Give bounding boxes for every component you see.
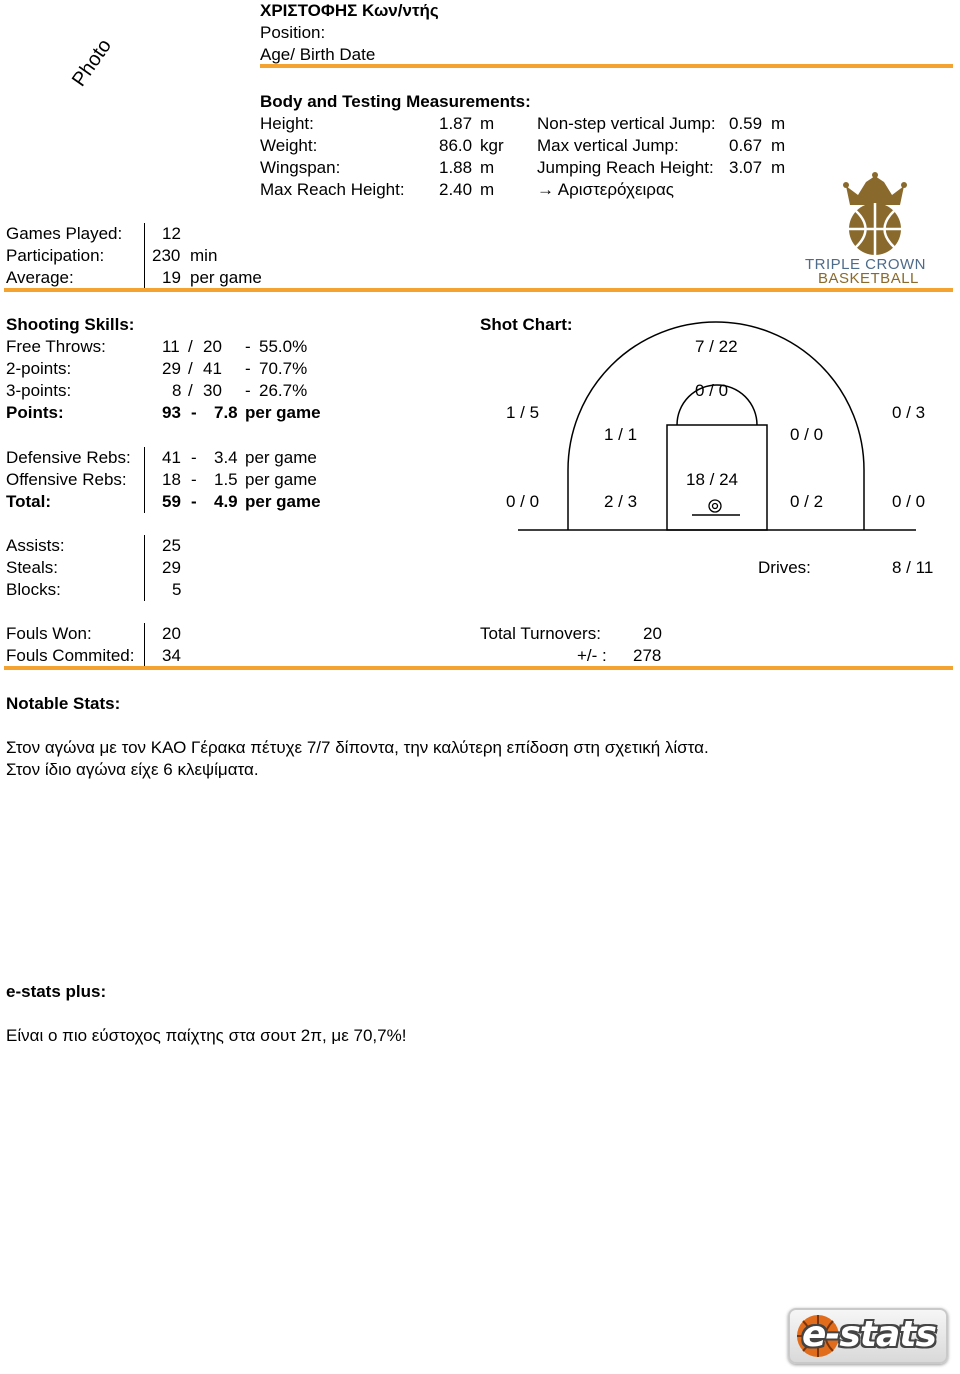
jumpreach-label: Jumping Reach Height:	[537, 158, 714, 177]
nonstep-unit: m	[771, 114, 786, 133]
wingspan-value: 1.88	[439, 158, 473, 177]
zone-key-top: 0 / 0	[695, 381, 729, 400]
drives-label: Drives:	[758, 558, 811, 577]
maxvert-value: 0.67	[729, 136, 763, 155]
weight-unit: kgr	[480, 136, 504, 155]
blocks-label: Blocks:	[6, 580, 61, 599]
zone-left-elbow: 1 / 1	[604, 425, 638, 444]
off-rebs-label: Offensive Rebs:	[6, 470, 127, 489]
turnovers-label: Total Turnovers:	[480, 624, 601, 643]
shot-chart-title: Shot Chart:	[480, 315, 573, 334]
off-rebs-unit: per game	[245, 470, 317, 489]
age-label: Age/ Birth Date	[260, 45, 376, 64]
total-rebs-avg: 4.9	[214, 492, 238, 511]
turnovers-value: 20	[643, 624, 662, 643]
participation-unit: min	[190, 246, 218, 265]
def-rebs-total: 41	[162, 448, 181, 467]
notable-line1: Στον αγώνα με τον ΚΑΟ Γέρακα πέτυχε 7/7 δίποντα, την καλύτερη επίδοση στη σχετική λίστα.	[6, 738, 709, 757]
assists-label: Assists:	[6, 536, 65, 555]
off-rebs-avg: 1.5	[214, 470, 238, 489]
wingspan-unit: m	[480, 158, 495, 177]
ft-pct: 55.0%	[259, 337, 308, 356]
player-name: ΧΡΙΣΤΟΦΗΣ Κων/ντής	[260, 1, 439, 20]
misc-divider	[144, 535, 145, 601]
logo-line2: BASKETBALL	[818, 270, 919, 287]
estats-title: e-stats plus:	[6, 982, 107, 1001]
notable-title: Notable Stats:	[6, 694, 121, 713]
participation-label: Participation:	[6, 246, 105, 265]
steals-label: Steals:	[6, 558, 58, 577]
nonstep-value: 0.59	[729, 114, 763, 133]
p2-label: 2-points:	[6, 359, 72, 378]
p3-made: 8	[172, 381, 182, 400]
fouls-won-value: 20	[162, 624, 181, 643]
fouls-commited-label: Fouls Commited:	[6, 646, 135, 665]
notable-line2: Στον ίδιο αγώνα είχε 6 κλεψίματα.	[6, 760, 259, 779]
maxreach-unit: m	[480, 180, 495, 199]
shooting-title: Shooting Skills:	[6, 315, 135, 334]
height-unit: m	[480, 114, 495, 133]
weight-label: Weight:	[260, 136, 318, 155]
zone-left-baseline: 2 / 3	[604, 492, 638, 511]
wingspan-label: Wingspan:	[260, 158, 341, 177]
zone-right-wing-3: 0 / 3	[892, 403, 926, 422]
points-unit: per game	[245, 403, 321, 422]
jumpreach-value: 3.07	[729, 158, 763, 177]
height-value: 1.87	[439, 114, 473, 133]
zone-top-3: 7 / 22	[695, 337, 738, 356]
stats-bottom-divider	[4, 666, 953, 670]
total-rebs-total: 59	[162, 492, 181, 511]
zone-left-corner-3: 0 / 0	[506, 492, 540, 511]
blocks-value: 5	[172, 580, 182, 599]
plus-minus-value: 278	[633, 646, 662, 665]
games-played-label: Games Played:	[6, 224, 123, 243]
games-played-value: 12	[162, 224, 181, 243]
def-rebs-avg: 3.4	[214, 448, 238, 467]
zone-right-elbow: 0 / 0	[790, 425, 824, 444]
zone-right-baseline: 0 / 2	[790, 492, 824, 511]
points-label: Points:	[6, 403, 64, 422]
plus-minus-label: +/- :	[577, 646, 607, 665]
maxreach-label: Max Reach Height:	[260, 180, 405, 199]
weight-value: 86.0	[439, 136, 473, 155]
nonstep-label: Non-step vertical Jump:	[537, 114, 716, 133]
def-rebs-unit: per game	[245, 448, 317, 467]
p2-made: 29	[162, 359, 181, 378]
zone-paint: 18 / 24	[686, 470, 738, 489]
points-total: 93	[162, 403, 181, 422]
average-value: 19	[162, 268, 181, 287]
fouls-won-label: Fouls Won:	[6, 624, 92, 643]
zone-right-corner-3: 0 / 0	[892, 492, 926, 511]
assists-value: 25	[162, 536, 181, 555]
ft-made: 11	[162, 337, 180, 356]
estats-logo	[788, 1308, 948, 1364]
estats-logo-text: e-stats	[802, 1314, 936, 1355]
average-unit: per game	[190, 268, 262, 287]
hoop-icon	[0, 0, 960, 560]
def-rebs-label: Defensive Rebs:	[6, 448, 131, 467]
zone-left-wing-3: 1 / 5	[506, 403, 540, 422]
maxvert-unit: m	[771, 136, 786, 155]
ft-label: Free Throws:	[6, 337, 106, 356]
measurements-title: Body and Testing Measurements:	[260, 92, 531, 111]
fouls-divider	[144, 623, 145, 667]
p2-att: 41	[203, 359, 222, 378]
total-rebs-label: Total:	[6, 492, 52, 511]
steals-value: 29	[162, 558, 181, 577]
jumpreach-unit: m	[771, 158, 786, 177]
maxvert-label: Max vertical Jump:	[537, 136, 679, 155]
hand-note: → Αριστερόχειρας	[537, 180, 674, 199]
drives-value: 8 / 11	[892, 558, 934, 577]
p3-pct: 26.7%	[259, 381, 308, 400]
logo-line1: TRIPLE CROWN	[805, 256, 927, 273]
p3-att: 30	[203, 381, 222, 400]
average-label: Average:	[6, 268, 74, 287]
position-label: Position:	[260, 23, 326, 42]
p3-label: 3-points:	[6, 381, 72, 400]
fouls-commited-value: 34	[162, 646, 181, 665]
p2-pct: 70.7%	[259, 359, 308, 378]
off-rebs-total: 18	[162, 470, 181, 489]
total-rebs-unit: per game	[245, 492, 321, 511]
participation-value: 230	[152, 246, 181, 265]
ft-att: 20	[203, 337, 222, 356]
photo-placeholder: Photo	[68, 35, 116, 91]
height-label: Height:	[260, 114, 314, 133]
maxreach-value: 2.40	[439, 180, 473, 199]
estats-text: Είναι ο πιο εύστοχος παίχτης στα σουτ 2π, με 70,7%!	[6, 1026, 407, 1045]
points-avg: 7.8	[214, 403, 238, 422]
